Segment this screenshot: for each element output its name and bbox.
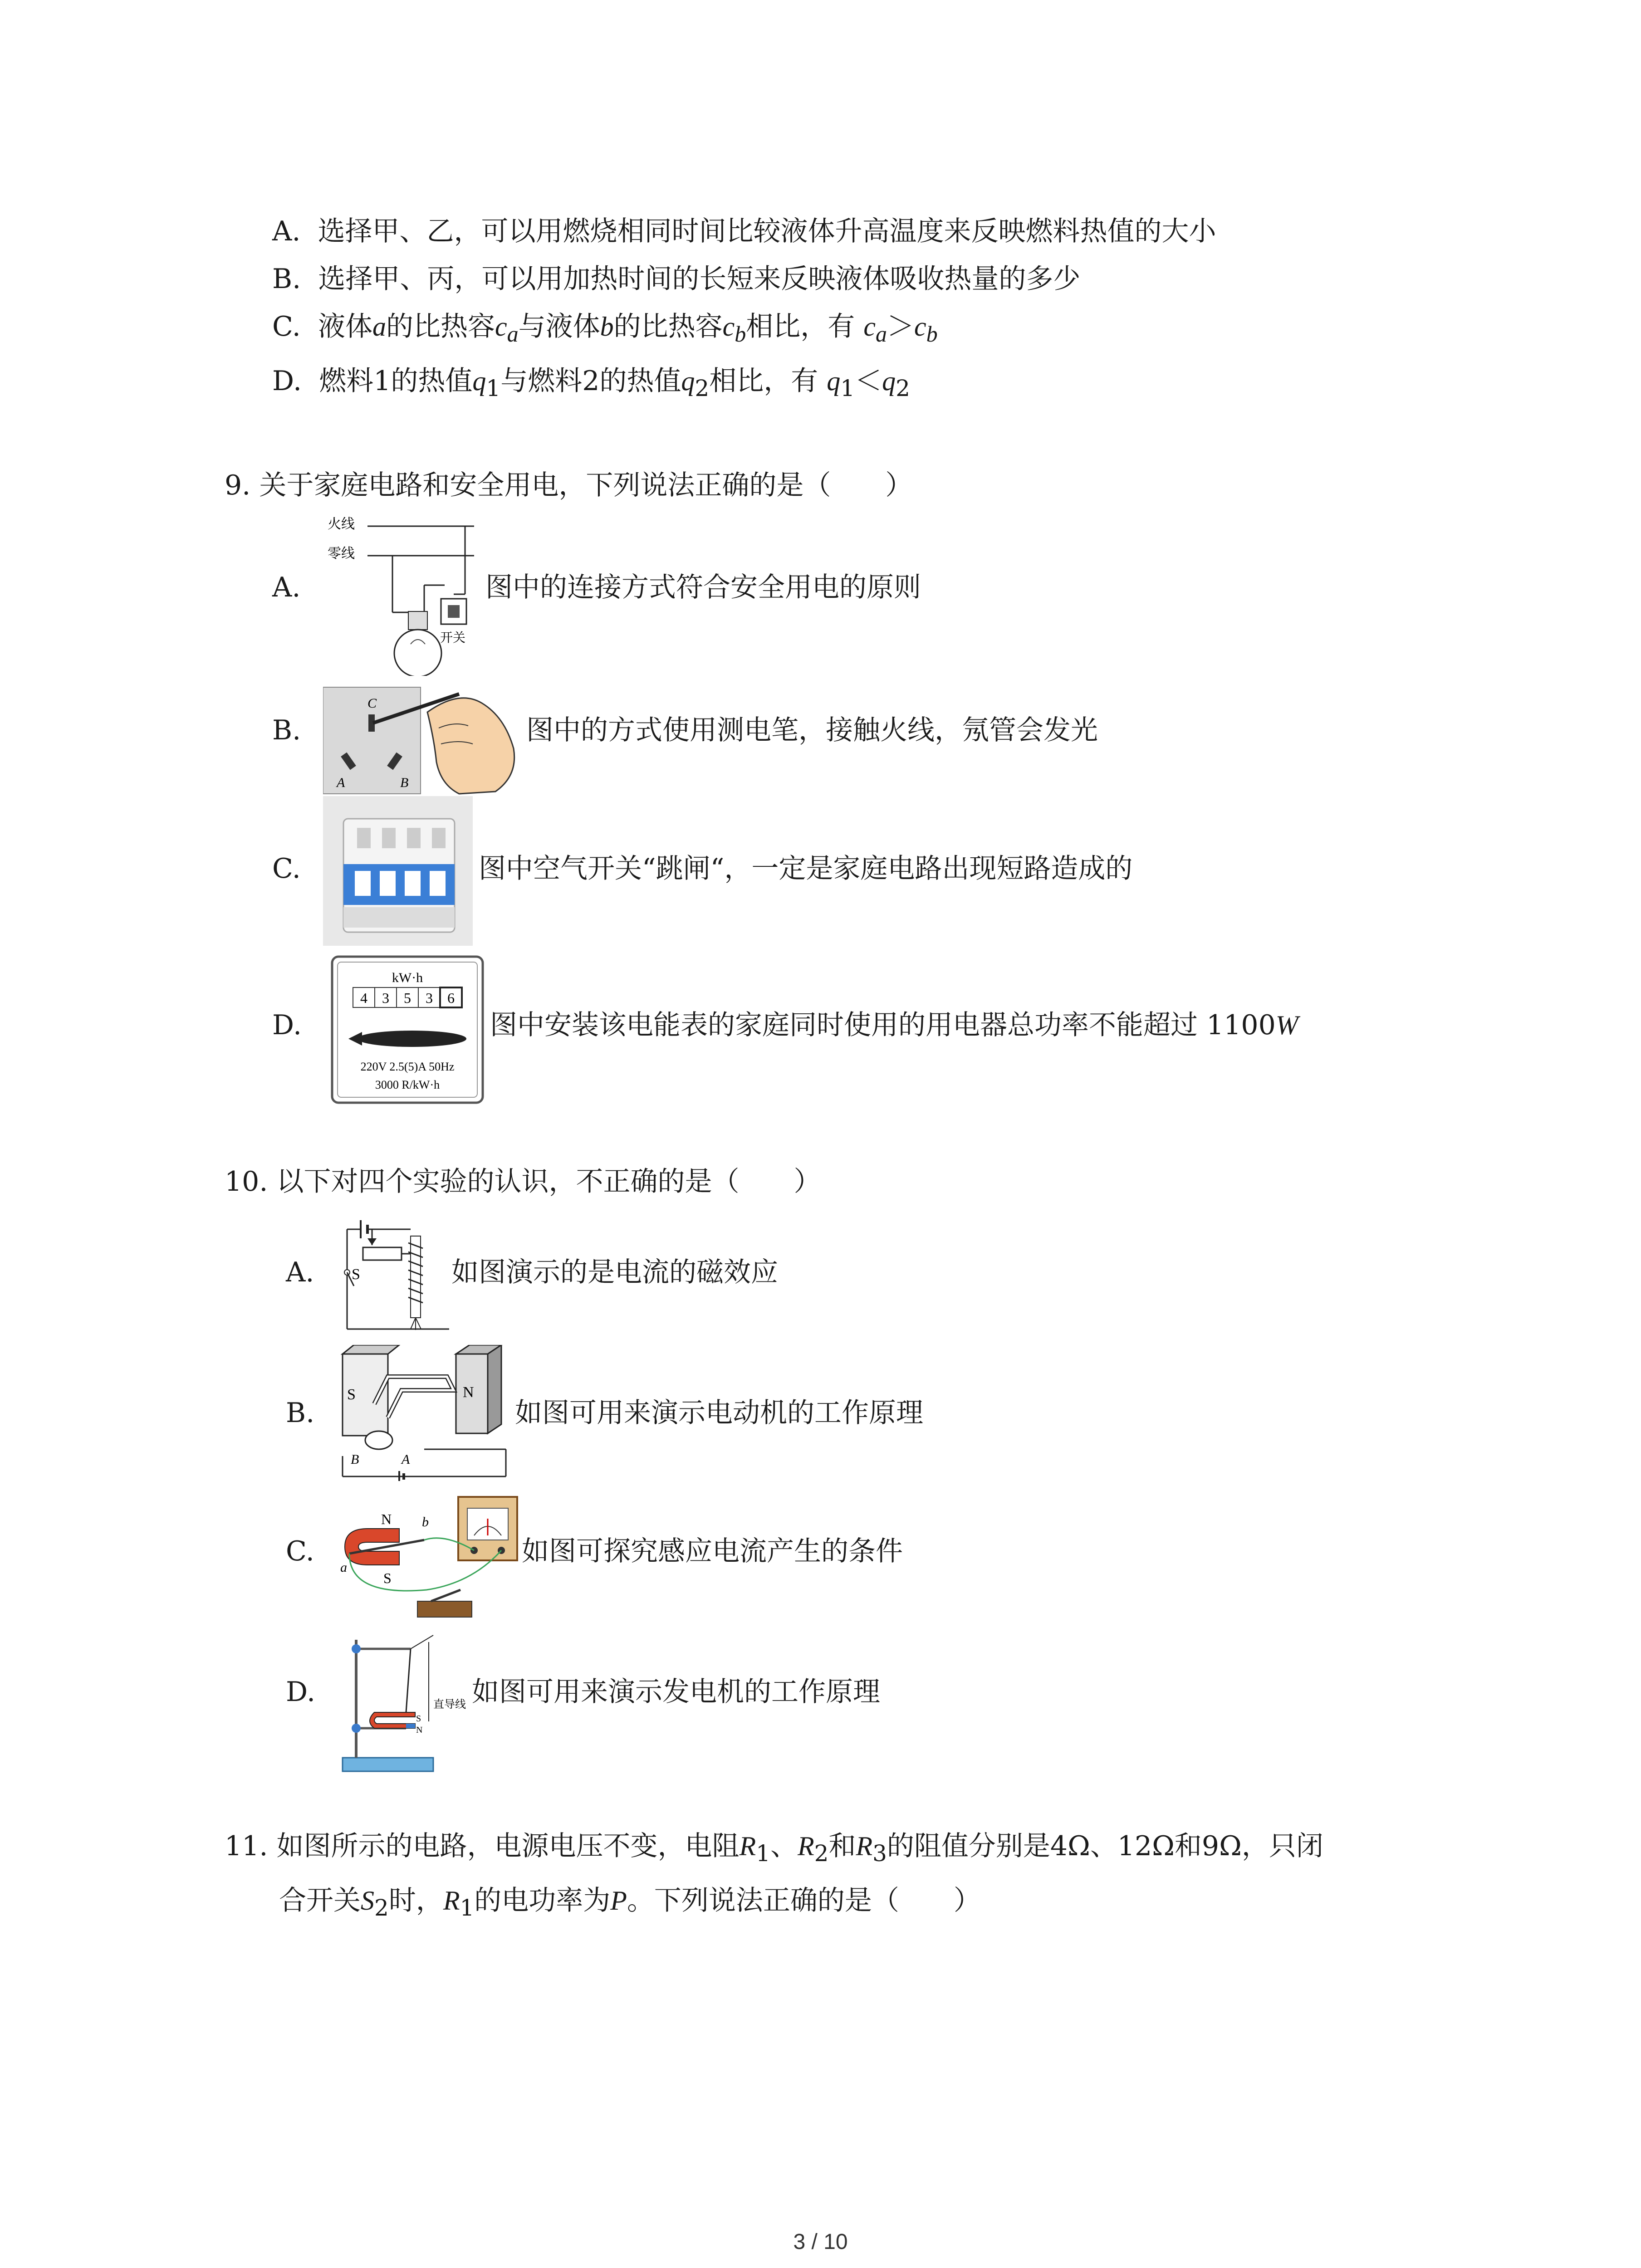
q10-option-c-text: 如图可探究感应电流产生的条件 xyxy=(522,1535,903,1567)
switch-s-label: S xyxy=(352,1266,360,1283)
meter-digit-3: 5 xyxy=(404,990,411,1006)
q10-option-a-text: 如图演示的是电流的磁效应 xyxy=(451,1256,778,1288)
q8-option-a: A. 选择甲、乙，可以用燃烧相同时间比较液体升高温度来反映燃料热值的大小 xyxy=(272,215,1216,247)
q10-option-d-text: 如图可用来演示发电机的工作原理 xyxy=(472,1676,880,1708)
q10-fig-d-wire-stand xyxy=(338,1631,474,1776)
q9-fig-d-energy-meter xyxy=(330,955,485,1105)
conductor-b-label: b xyxy=(422,1515,429,1530)
q10-option-b-letter: B. xyxy=(286,1397,315,1429)
q8-option-c: C. 液体a的比热容$c_a$与液体b的比热容$c_b$相比，有 $c_a>c_b$ xyxy=(272,311,938,347)
meter-constant: 3000 R/kW·h xyxy=(375,1078,440,1091)
q9-fig-c-air-switch xyxy=(323,796,473,946)
magnet-s-label: S xyxy=(383,1570,392,1586)
magnet-n-label: N xyxy=(381,1511,392,1527)
q9-option-a-letter: A. xyxy=(272,572,301,603)
q10-stem: 10. 以下对四个实验的认识，不正确的是（ ） xyxy=(225,1166,821,1198)
q11-stem-line1: 11. 如图所示的电路，电源电压不变，电阻$R_1$、$R_2$和$R_3$的阻值分别是4Ω、12Ω和9Ω，只闭 xyxy=(225,1830,1323,1867)
socket-c-label: C xyxy=(367,696,377,711)
q10-option-c-letter: C. xyxy=(286,1535,314,1567)
q10-fig-c-induction xyxy=(336,1492,526,1628)
magnet-n-label: N xyxy=(416,1725,423,1735)
q8-option-b: B. 选择甲、丙，可以用加热时间的长短来反映液体吸收热量的多少 xyxy=(272,263,1081,295)
meter-spec: 220V 2.5(5)A 50Hz xyxy=(360,1060,455,1073)
meter-digit-4: 3 xyxy=(426,990,433,1006)
meter-digit-2: 3 xyxy=(382,990,389,1006)
switch-label: 开关 xyxy=(440,630,466,645)
q11-stem-line2: 合开关$S_2$时，$R_1$的电功率为P。下列说法正确的是（ ） xyxy=(279,1885,981,1921)
q10-fig-b-motor xyxy=(333,1345,515,1481)
q9-option-c-text: 图中空气开关“跳闸“，一定是家庭电路出现短路造成的 xyxy=(479,853,1133,885)
q9-option-b-letter: B. xyxy=(272,714,301,746)
meter-digit-5: 6 xyxy=(447,990,455,1006)
q9-option-c-letter: C. xyxy=(272,853,301,885)
brush-b-label: B xyxy=(351,1452,359,1467)
q9-fig-a-lamp-circuit xyxy=(318,508,485,676)
meter-digit-1: 4 xyxy=(360,990,367,1006)
page-number: 3 / 10 xyxy=(793,2230,848,2254)
q10-option-d-letter: D. xyxy=(286,1676,316,1708)
magnet-s-label: S xyxy=(347,1386,356,1403)
q8-option-d: D. 燃料1的热值$q_1$与燃料2的热值$q_2$相比，有 $q_1<q_2$ xyxy=(272,365,910,401)
q10-option-a-letter: A. xyxy=(286,1256,314,1288)
brush-a-label: A xyxy=(402,1452,410,1467)
neutral-wire-label: 零线 xyxy=(328,546,355,562)
meter-unit: kW·h xyxy=(392,970,423,985)
q9-option-b-text: 图中的方式使用测电笔，接触火线，氖管会发光 xyxy=(526,714,1098,746)
q10-option-b-text: 如图可用来演示电动机的工作原理 xyxy=(515,1397,923,1429)
wire-label: 直导线 xyxy=(433,1698,466,1711)
q9-option-d-letter: D. xyxy=(272,1009,302,1041)
magnet-s-label: S xyxy=(416,1714,421,1724)
socket-b-label: B xyxy=(400,775,409,790)
socket-a-label: A xyxy=(337,775,345,790)
q9-option-d-text: 图中安装该电能表的家庭同时使用的用电器总功率不能超过 1100W xyxy=(490,1009,1298,1041)
q9-option-a-text: 图中的连接方式符合安全用电的原则 xyxy=(485,572,921,603)
live-wire-label: 火线 xyxy=(328,516,355,532)
q9-stem: 9. 关于家庭电路和安全用电，下列说法正确的是（ ） xyxy=(225,469,913,501)
magnet-n-label: N xyxy=(463,1384,474,1401)
conductor-a-label: a xyxy=(340,1560,347,1575)
q9-fig-b-test-pen-socket xyxy=(323,685,518,798)
q10-fig-a-electromagnet xyxy=(331,1207,454,1338)
